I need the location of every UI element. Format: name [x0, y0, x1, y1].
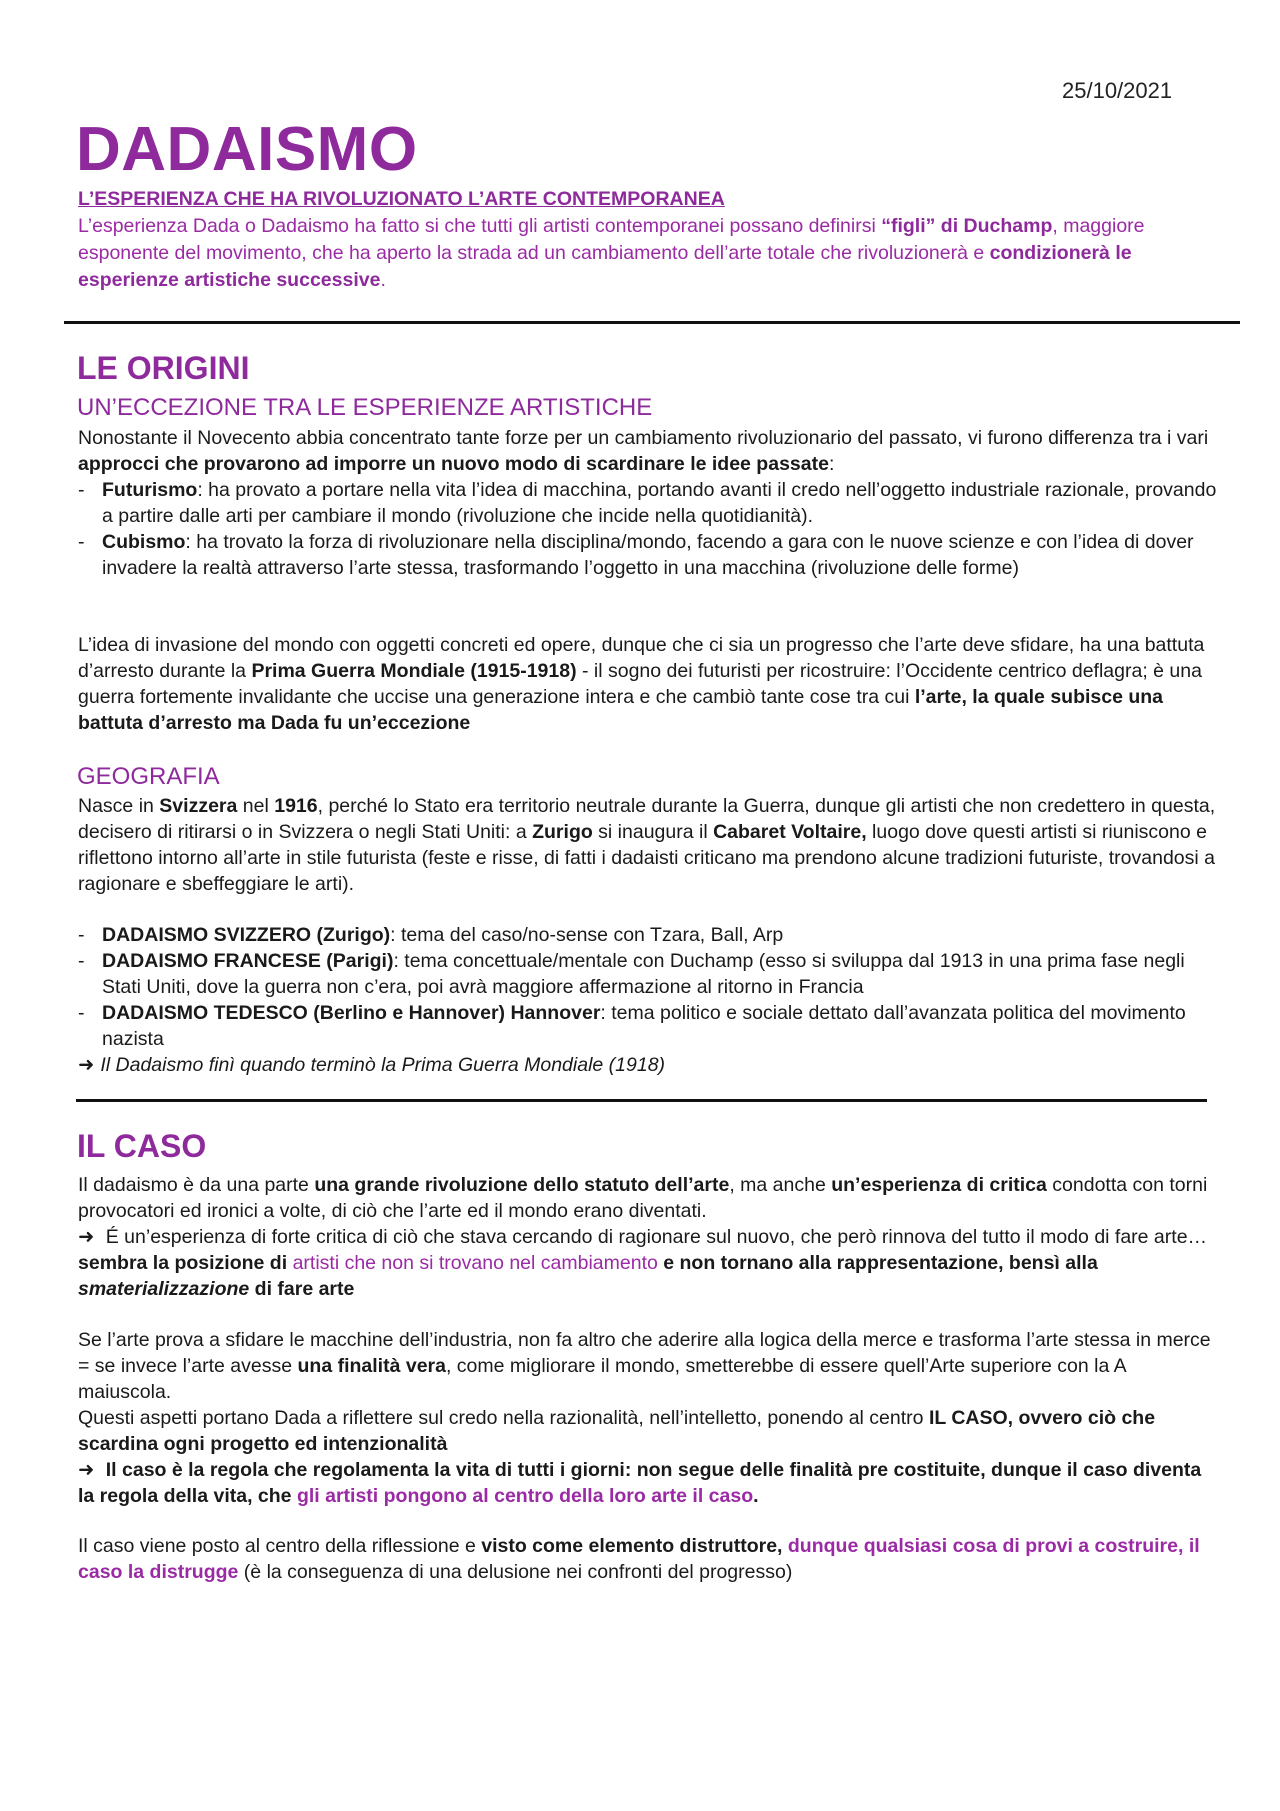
- text: Nonostante il Novecento abbia concentrato tante forze per un cambiamento rivoluzionario del passato, vi furono differenza tra i vari: [78, 427, 1209, 449]
- text-bold: sembra la posizione di: [78, 1252, 293, 1274]
- caso-paragraph-2: [78, 1327, 1218, 1509]
- text-bold: IL CASO, ovvero ciò che scardina ogni progetto ed intenzionalità: [78, 1407, 1156, 1455]
- bullet-term: Futurismo: [102, 479, 198, 501]
- caso-paragraph-3: [78, 1533, 1218, 1585]
- note-text: Il Dadaismo finì quando terminò la Prima Guerra Mondiale (1918): [100, 1054, 666, 1076]
- text: si inaugura il: [592, 821, 714, 843]
- geografia-note: [78, 1052, 1218, 1078]
- text: condotta con torni provocatori ed ironici a volte, di ciò che l’arte ed il mondo erano diventati.: [78, 1174, 1208, 1222]
- origini-paragraph-2: [78, 632, 1218, 736]
- bullet-text: : tema politico e sociale dettato dall’avanzata politica del movimento nazista: [102, 1002, 1186, 1050]
- text-bold: l’arte, la quale subisce una battuta d’arresto ma Dada fu un’eccezione: [78, 686, 1164, 734]
- text: , ma anche: [729, 1174, 832, 1196]
- text: L’idea di invasione del mondo con oggetti concreti ed opere, dunque che ci sia un progresso che l’arte deve sfidare, ha una battuta d’arresto durante la: [78, 634, 1205, 682]
- text-bold: approcci che provarono ad imporre un nuovo modo di scardinare le idee passate: [78, 453, 829, 475]
- geografia-bullet-list: [78, 922, 1218, 1052]
- list-item: [78, 948, 1218, 1000]
- text-bold: Prima Guerra Mondiale (1915-1918): [251, 660, 577, 682]
- text-bold: 1916: [274, 795, 318, 817]
- text: :: [828, 453, 835, 475]
- intro-text: , maggiore esponente del movimento, che ha aperto la strada ad un cambiamento dell’arte totale che rivoluzionerà e: [78, 215, 1145, 264]
- right-arrow-icon: ➜: [78, 1226, 95, 1248]
- intro-paragraph: [78, 213, 1218, 294]
- text-bold: di fare arte: [249, 1278, 355, 1300]
- bullet-term: DADAISMO FRANCESE (Parigi): [102, 950, 394, 972]
- list-item: [78, 922, 1218, 948]
- text-bold: Il caso è la regola che regolamenta la vita di tutti i giorni: non segue delle finalità pre costituite, dunque il caso diventa la regola della vita, che: [78, 1459, 1202, 1507]
- bullet-text: : ha trovato la forza di rivoluzionare nella disciplina/mondo, facendo a gara con le nuove scienze e con l’idea di dover invadere la realtà attraverso l’arte stessa, trasformando l’oggetto in una macchina (rivoluzione delle forme): [102, 531, 1194, 579]
- date: 25/10/2021: [1062, 78, 1173, 103]
- list-item: [78, 529, 1218, 581]
- subtitle-geografia: GEOGRAFIA: [77, 763, 220, 790]
- text-bold: Zurigo: [532, 821, 593, 843]
- intro-heading: L’ESPERIENZA CHE HA RIVOLUZIONATO L’ARTE CONTEMPORANEA: [78, 188, 725, 210]
- right-arrow-icon: ➜: [78, 1054, 95, 1076]
- text-bold: Cabaret Voltaire,: [713, 821, 867, 843]
- text-purple: artisti che non si trovano nel cambiamento: [292, 1252, 658, 1274]
- dash-bullet-icon: -: [78, 924, 85, 946]
- text: luogo dove questi artisti si riuniscono e riflettono intorno all’arte in stile futurista (feste e risse, di fatti i dadaisti criticano ma prendono alcune tradizioni futuriste, trovandosi a ragionare e sbeffeggiare le arti).: [78, 821, 1215, 895]
- text-bold: una finalità vera: [297, 1355, 446, 1377]
- text-bold: Svizzera: [159, 795, 238, 817]
- text: - il sogno dei futuristi per ricostruire: l’Occidente centrico deflagra; è una guerra fortemente invalidante che uccise una generazione intera e che cambiò tante cose tra cui: [78, 660, 1202, 708]
- intro-section: [78, 186, 1218, 294]
- origini-bullet-list: [78, 477, 1218, 581]
- list-item: [78, 477, 1218, 529]
- intro-text: L’esperienza Dada o Dadaismo ha fatto si che tutti gli artisti contemporanei possano definirsi: [78, 215, 882, 237]
- text-purple-bold: gli artisti pongono al centro della loro arte il caso: [296, 1485, 754, 1507]
- geografia-paragraph: [78, 793, 1218, 897]
- bullet-term: DADAISMO TEDESCO (Berlino e Hannover) Hannover: [102, 1002, 601, 1024]
- intro-bold: “figli” di Duchamp: [881, 215, 1053, 237]
- text-purple-bold: dunque qualsiasi cosa di provi a costruire, il caso la distrugge: [78, 1535, 1200, 1583]
- section-title-caso: IL CASO: [77, 1128, 207, 1164]
- text: É un’esperienza di forte critica di ciò che stava cercando di ragionare sul nuovo, che però rinnova del tutto il modo di fare arte…: [100, 1226, 1208, 1248]
- page-title: DADAISMO: [76, 115, 418, 184]
- right-arrow-icon: ➜: [78, 1459, 95, 1481]
- origini-paragraph-1: [78, 425, 1218, 477]
- text-bold: visto come elemento distruttore,: [481, 1535, 788, 1557]
- dash-bullet-icon: -: [78, 950, 85, 972]
- bullet-term: DADAISMO SVIZZERO (Zurigo): [102, 924, 391, 946]
- text: (è la conseguenza di una delusione nei confronti del progresso): [238, 1561, 793, 1583]
- text: Questi aspetti portano Dada a riflettere sul credo nella razionalità, nell’intelletto, ponendo al centro: [78, 1407, 929, 1429]
- text: , perché lo Stato era territorio neutrale durante la Guerra, dunque gli artisti che non credettero in questa, decisero di ritirarsi o in Svizzera o negli Stati Uniti: a: [78, 795, 1216, 843]
- dash-bullet-icon: -: [78, 479, 85, 501]
- intro-text: .: [380, 269, 386, 291]
- text-bold-italic: smaterializzazione: [78, 1278, 250, 1300]
- bullet-text: : tema concettuale/mentale con Duchamp (esso si sviluppa dal 1913 in una prima fase negli Stati Uniti, dove la guerra non c’era, poi avrà maggiore affermazione al ritorno in Francia: [102, 950, 1185, 998]
- text: , come migliorare il mondo, smetterebbe di essere quell’Arte superiore con la A maiuscola.: [78, 1355, 1126, 1403]
- bullet-text: : ha provato a portare nella vita l’idea di macchina, portando avanti il credo nell’oggetto industriale razionale, provando a partire dalle arti per cambiare il mondo (rivoluzione che incide nella quotidianità).: [102, 479, 1217, 527]
- text-bold: .: [753, 1485, 759, 1507]
- text: Nasce in: [78, 795, 160, 817]
- bullet-term: Cubismo: [102, 531, 186, 553]
- divider: [76, 1099, 1207, 1102]
- section-title-origini: LE ORIGINI: [77, 350, 250, 386]
- text: Se l’arte prova a sfidare le macchine dell’industria, non fa altro che aderire alla logica della merce e trasforma l’arte stessa in merce = se invece l’arte avesse: [78, 1329, 1211, 1377]
- text: Il dadaismo è da una parte: [78, 1174, 315, 1196]
- bullet-text: : tema del caso/no-sense con Tzara, Ball, Arp: [390, 924, 784, 946]
- text-bold: e non tornano alla rappresentazione, bensì alla: [657, 1252, 1098, 1274]
- list-item: [78, 1000, 1218, 1052]
- text-bold: un’esperienza di critica: [831, 1174, 1047, 1196]
- dash-bullet-icon: -: [78, 1002, 85, 1024]
- intro-bold: condizionerà le esperienze artistiche successive: [78, 242, 1132, 291]
- text-bold: una grande rivoluzione dello statuto dell’arte: [314, 1174, 730, 1196]
- subtitle-eccezione: UN’ECCEZIONE TRA LE ESPERIENZE ARTISTICHE: [77, 394, 653, 421]
- dash-bullet-icon: -: [78, 531, 85, 553]
- text: Il caso viene posto al centro della riflessione e: [78, 1535, 482, 1557]
- caso-paragraph-1: [78, 1172, 1218, 1302]
- divider: [64, 321, 1240, 324]
- text: nel: [237, 795, 275, 817]
